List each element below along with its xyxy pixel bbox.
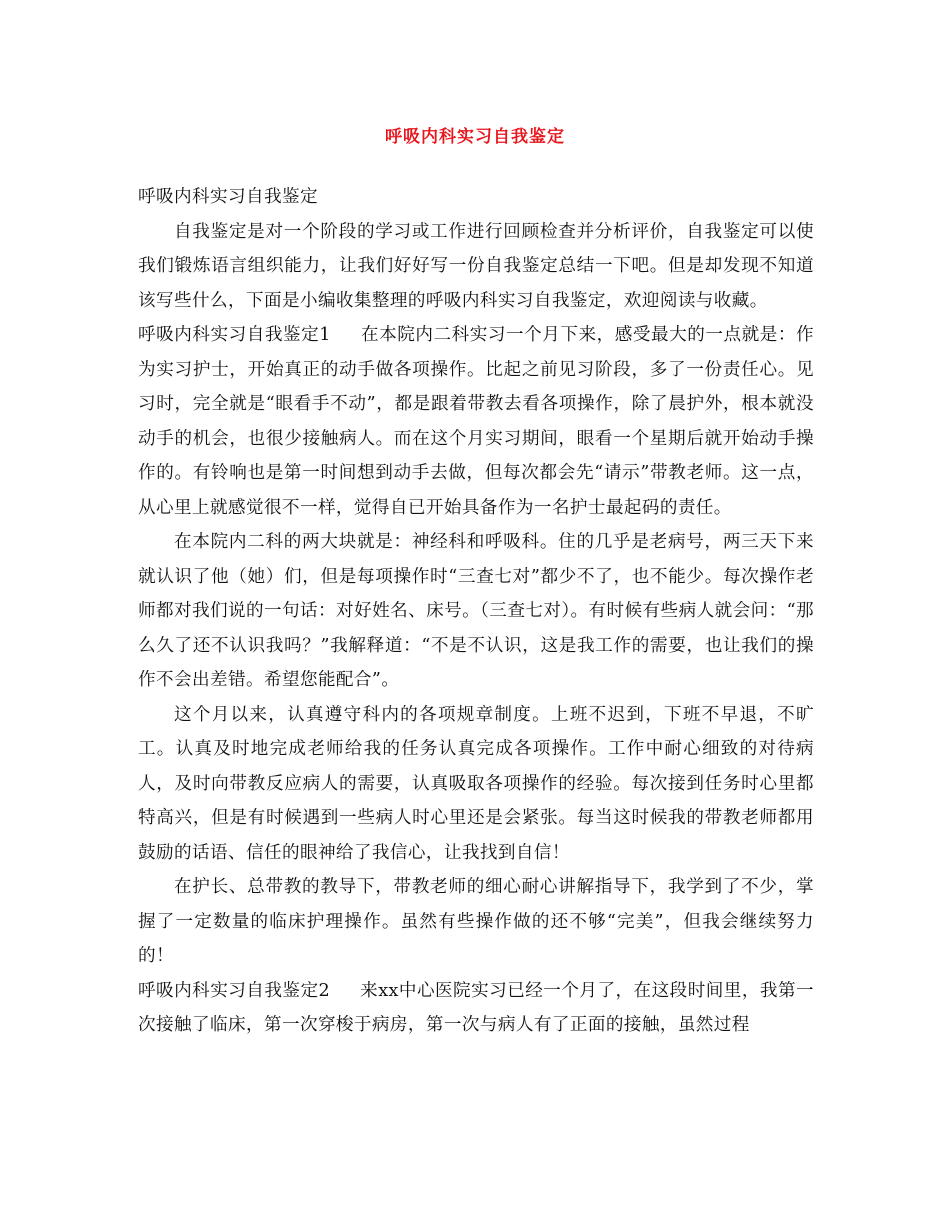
intro-paragraph: 自我鉴定是对一个阶段的学习或工作进行回顾检查并分析评价，自我鉴定可以使我们锻炼语言组织能力，让我们好好写一份自我鉴定总结一下吧。但是却发现不知道该写些什么，下面是小编收集整理的呼吸内科实习自我鉴定，欢迎阅读与收藏。	[138, 221, 814, 311]
section1-paragraph-2: 在本院内二科的两大块就是：神经科和呼吸科。住的几乎是老病号，两三天下来就认识了他（她）们，但是每项操作时“三查七对”都少不了，也不能少。每次操作老师都对我们说的一句话：对好姓名、床号。（三查七对）。有时候有些病人就会问：“那么久了还不认识我吗？”我解释道：“不是不认识，这是我工作的需要，也让我们的操作不会出差错。希望您能配合”。	[138, 532, 814, 690]
section2-first-text: 来xx中心医院实习已经一个月了，在这段时间里，我第一次接触了临床，第一次穿梭于病房，第一次与病人有了正面的接触，虽然过程	[138, 980, 814, 1035]
section2-heading: 呼吸内科实习自我鉴定2	[138, 980, 331, 1001]
section2-first-paragraph	[138, 974, 814, 1043]
section1-first-paragraph	[138, 318, 814, 525]
section1-paragraph-3: 这个月以来，认真遵守科内的各项规章制度。上班不迟到，下班不早退，不旷工。认真及时地完成老师给我的任务认真完成各项操作。工作中耐心细致的对待病人，及时向带教反应病人的需要，认真吸取各项操作的经验。每次接到任务时心里都特高兴，但是有时候遇到一些病人时心里还是会紧张。每当这时候我的带教老师都用鼓励的话语、信任的眼神给了我信心，让我找到自信！	[138, 704, 814, 863]
section1-first-text: 在本院内二科实习一个月下来，感受最大的一点就是：作为实习护士，开始真正的动手做各项操作。比起之前见习阶段，多了一份责任心。见习时，完全就是“眼看手不动”，都是跟着带教去看各项操作，除了晨护外，根本就没动手的机会，也很少接触病人。而在这个月实习期间，眼看一个星期后就开始动手操作的。有铃响也是第一时间想到动手去做，但每次都会先“请示”带教老师。这一点，从心里上就感觉很不一样，觉得自已开始具备作为一名护士最起码的责任。	[138, 325, 814, 518]
document-title: 呼吸内科实习自我鉴定	[385, 127, 565, 147]
subtitle-line: 呼吸内科实习自我鉴定	[138, 187, 318, 207]
document-body	[138, 180, 814, 1043]
section1-heading: 呼吸内科实习自我鉴定1	[138, 325, 331, 345]
section1-paragraph-4: 在护长、总带教的教导下，带教老师的细心耐心讲解指导下，我学到了不少，掌握了一定数量的临床护理操作。虽然有些操作做的还不够“完美”，但我会继续努力的！	[138, 877, 814, 966]
